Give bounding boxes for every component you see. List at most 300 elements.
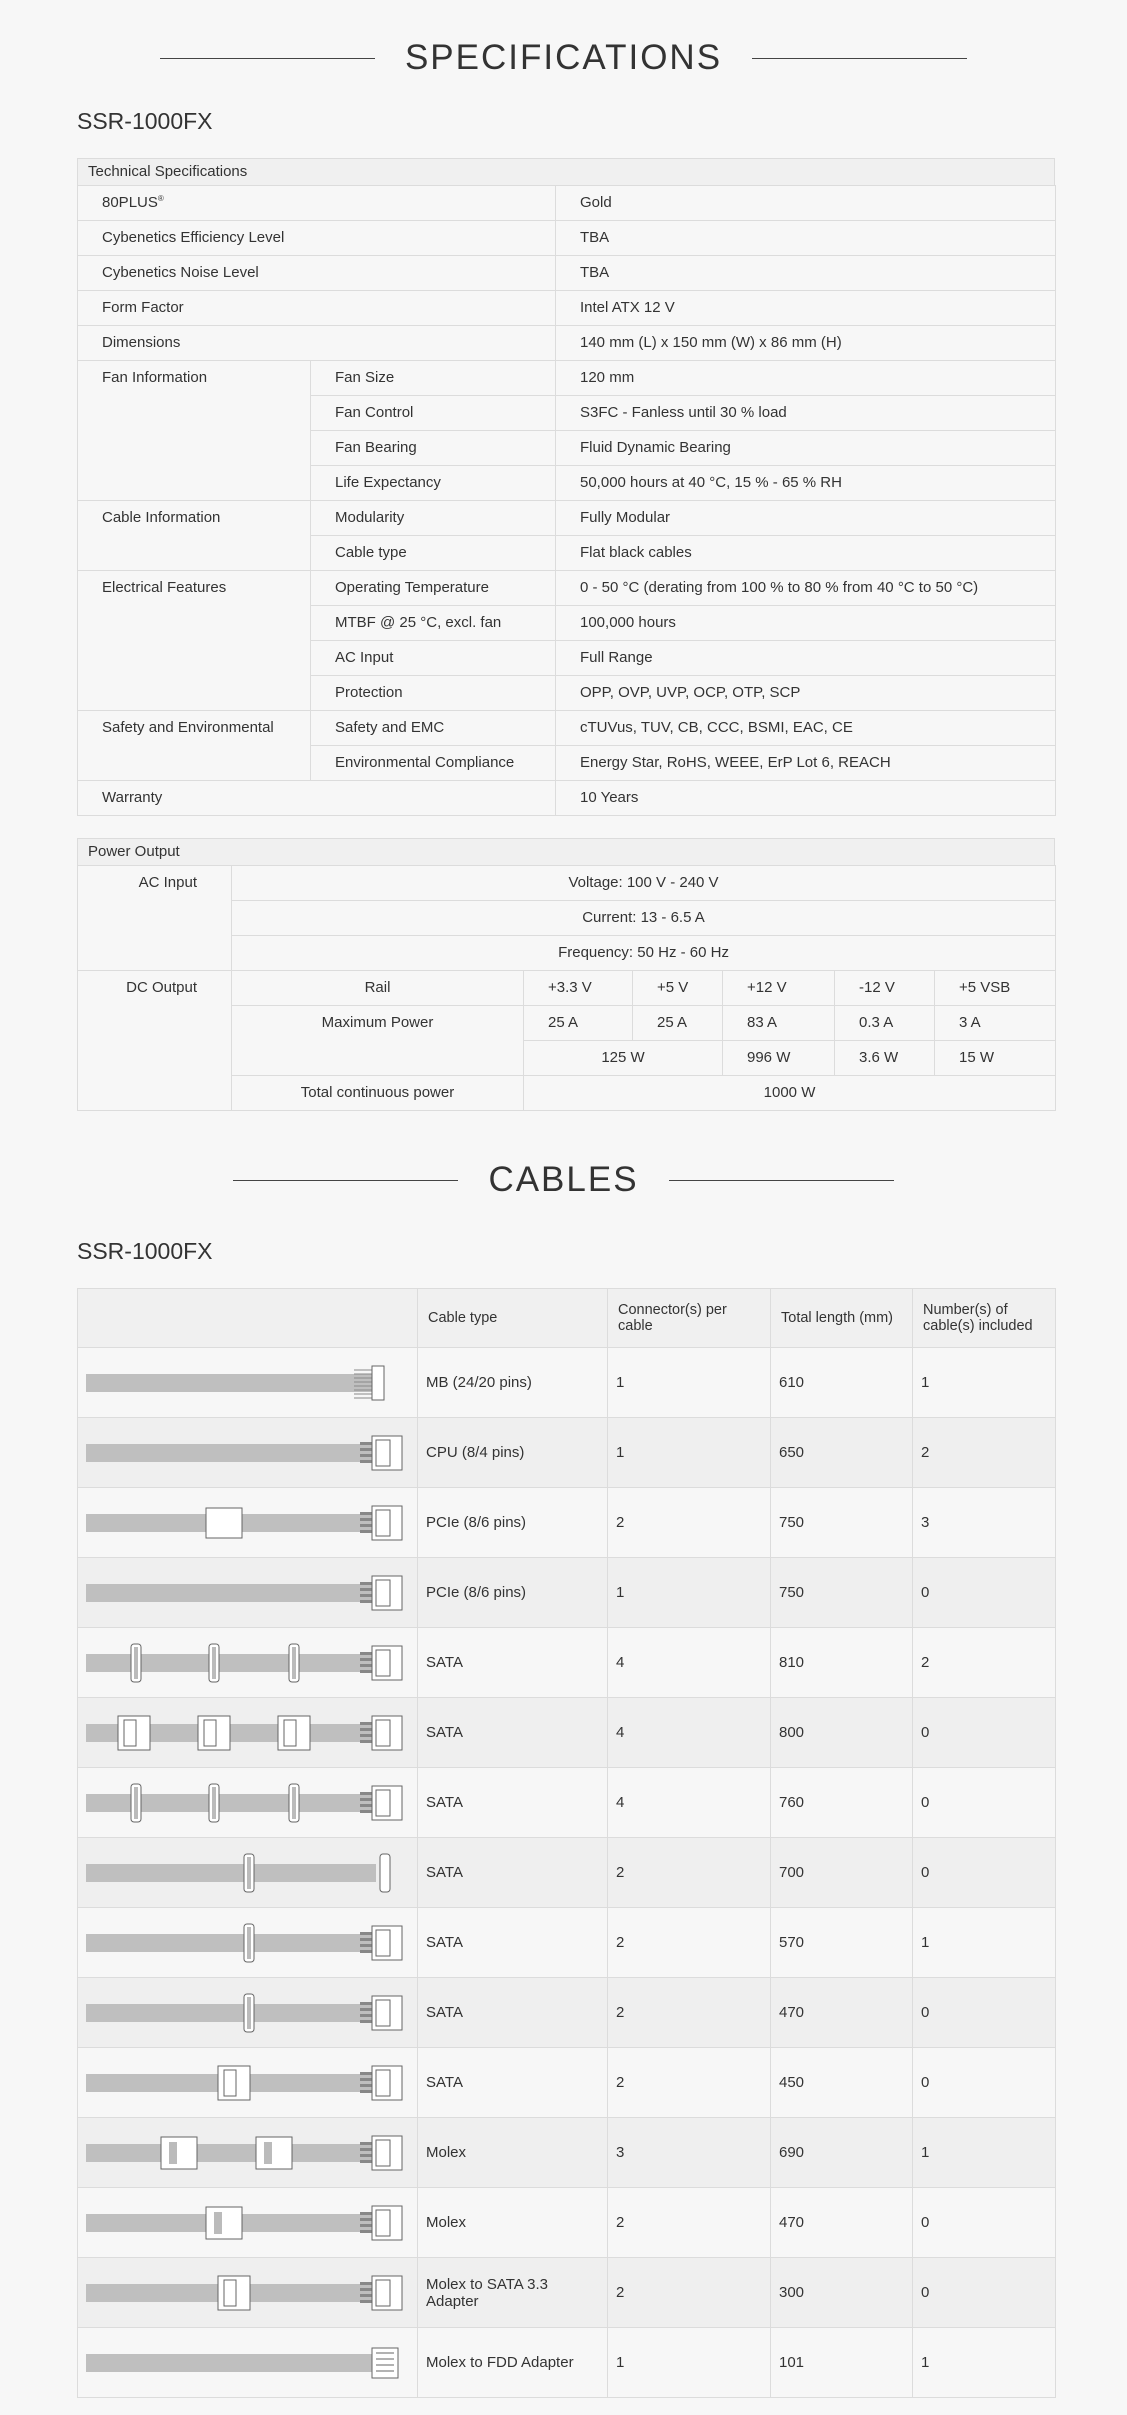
specifications-title: SPECIFICATIONS — [404, 38, 723, 77]
value-dimensions: 140 mm (L) x 150 mm (W) x 86 mm (H) — [556, 326, 1056, 361]
amps-5v: 25 A — [633, 1006, 723, 1041]
value-protection: OPP, OVP, UVP, OCP, OTP, SCP — [556, 676, 1056, 711]
cable-count: 2 — [913, 1418, 1056, 1488]
cable-wire — [86, 1794, 376, 1812]
label-fan-bearing: Fan Bearing — [311, 431, 556, 466]
cable-type: Molex to FDD Adapter — [418, 2328, 608, 2398]
pin-wire — [360, 1524, 372, 1527]
sata-thin-connector — [244, 1854, 254, 1892]
row-rail — [78, 971, 1056, 1006]
connector-inner — [224, 2280, 236, 2306]
cable-row — [78, 1628, 1056, 1698]
cable-type: CPU (8/4 pins) — [418, 1418, 608, 1488]
label-80plus: 80PLUS — [102, 194, 158, 211]
connector-inner — [247, 1927, 251, 1959]
pin-wire — [360, 1722, 372, 1725]
cable-illustration — [84, 1492, 410, 1554]
cable-illustration — [84, 1422, 410, 1484]
cable-type: SATA — [418, 1908, 608, 1978]
connector-inner — [376, 1930, 390, 1956]
cable-type: SATA — [418, 1628, 608, 1698]
pin-wire — [360, 2002, 372, 2005]
watts-12v: 996 W — [723, 1041, 835, 1076]
connector-inner — [212, 1647, 216, 1679]
connector-inner — [134, 1647, 138, 1679]
rail-12v: +12 V — [723, 971, 835, 1006]
value-voltage: Voltage: 100 V - 240 V — [232, 866, 1056, 901]
group-safety-environmental: Safety and Environmental — [78, 711, 311, 781]
technical-specifications-table — [77, 158, 1055, 816]
pin-wire — [360, 1530, 372, 1533]
sata-thin-connector — [131, 1784, 141, 1822]
header-connectors-per-cable: Connector(s) per cable — [608, 1289, 771, 1348]
connector-inner — [376, 2000, 390, 2026]
label-environmental: Environmental Compliance — [311, 746, 556, 781]
cable-image-cell — [78, 1488, 418, 1558]
heading-rule-left — [233, 1180, 458, 1181]
power-output-table — [77, 838, 1055, 1111]
connectors-per-cable: 4 — [608, 1698, 771, 1768]
header-cable-type: Cable type — [418, 1289, 608, 1348]
cable-type: SATA — [418, 1838, 608, 1908]
connectors-per-cable: 2 — [608, 1978, 771, 2048]
label-protection: Protection — [311, 676, 556, 711]
value-warranty: 10 Years — [556, 781, 1056, 816]
connectors-per-cable: 4 — [608, 1768, 771, 1838]
rail-minus12v: -12 V — [835, 971, 935, 1006]
cable-wire — [86, 2354, 376, 2372]
connector-inner — [247, 1857, 251, 1889]
value-fan-bearing: Fluid Dynamic Bearing — [556, 431, 1056, 466]
connector-body — [380, 1854, 390, 1892]
group-fan-information: Fan Information — [78, 361, 311, 501]
watts-minus12v: 3.6 W — [835, 1041, 935, 1076]
sata-box-connector — [218, 2066, 250, 2100]
cable-count: 3 — [913, 1488, 1056, 1558]
row-voltage — [78, 866, 1056, 901]
sata-box-connector — [118, 1716, 150, 1750]
cable-illustration — [84, 2262, 410, 2324]
pin-wire — [360, 1792, 372, 1795]
power-caption: Power Output — [77, 838, 1055, 865]
sata-thin-end-connector — [380, 1854, 390, 1892]
pin-wire — [360, 1594, 372, 1597]
label-cyb-noise: Cybenetics Noise Level — [78, 256, 556, 291]
heading-rule-left — [160, 58, 375, 59]
total-length: 800 — [771, 1698, 913, 1768]
cable-type: Molex to SATA 3.3 Adapter — [418, 2258, 608, 2328]
connector-inner — [204, 1720, 216, 1746]
cable-type: SATA — [418, 2048, 608, 2118]
cable-illustration — [84, 1562, 410, 1624]
group-cable-information: Cable Information — [78, 501, 311, 571]
label-life-expectancy: Life Expectancy — [311, 466, 556, 501]
cable-count: 2 — [913, 1628, 1056, 1698]
cable-row — [78, 1838, 1056, 1908]
pin-wire — [360, 1938, 372, 1941]
fdd-end-connector — [372, 2348, 398, 2378]
cable-image-cell — [78, 2328, 418, 2398]
cable-image-cell — [78, 1768, 418, 1838]
cable-row — [78, 2258, 1056, 2328]
cable-illustration — [84, 1912, 410, 1974]
pin-wire — [360, 2090, 372, 2093]
cable-wire — [86, 1444, 376, 1462]
pin-wire — [360, 1670, 372, 1673]
cable-count: 0 — [913, 1698, 1056, 1768]
pin-wire — [360, 1582, 372, 1585]
cell-80plus-label — [78, 186, 556, 221]
sata-thin-connector — [209, 1784, 219, 1822]
connector-inner — [247, 1997, 251, 2029]
pin-wire — [360, 1442, 372, 1445]
sata-thin-connector — [131, 1644, 141, 1682]
label-fan-control: Fan Control — [311, 396, 556, 431]
pin-wire — [360, 1944, 372, 1947]
cable-count: 0 — [913, 2258, 1056, 2328]
sata-box-connector — [278, 1716, 310, 1750]
pin-wire — [360, 2288, 372, 2291]
cables-heading — [0, 1158, 1127, 1202]
value-mtbf: 100,000 hours — [556, 606, 1056, 641]
pin-wire — [360, 2154, 372, 2157]
value-operating-temperature: 0 - 50 °C (derating from 100 % to 80 % from 40 °C to 50 °C) — [556, 571, 1056, 606]
sata-box-connector — [198, 1716, 230, 1750]
cable-count: 0 — [913, 1558, 1056, 1628]
molex-connector — [256, 2137, 292, 2169]
registered-mark: ® — [157, 194, 164, 203]
amps-12v: 83 A — [723, 1006, 835, 1041]
specifications-heading — [0, 36, 1127, 80]
cables-title: CABLES — [488, 1160, 639, 1199]
cable-illustration — [84, 2122, 410, 2184]
label-ac-input: AC Input — [311, 641, 556, 676]
pin-wire — [360, 1512, 372, 1515]
pin-wire — [360, 1810, 372, 1813]
pin-wire — [360, 2142, 372, 2145]
cables-header-row — [78, 1289, 1056, 1348]
connectors-per-cable: 1 — [608, 1558, 771, 1628]
connector-inner — [376, 2140, 390, 2166]
value-current: Current: 13 - 6.5 A — [232, 901, 1056, 936]
cable-wire — [86, 1654, 376, 1672]
total-length: 450 — [771, 2048, 913, 2118]
cable-wire — [86, 1864, 376, 1882]
pin-wire — [360, 2294, 372, 2297]
cable-row — [78, 2328, 1056, 2398]
pin-wire — [360, 1460, 372, 1463]
pin-wire — [360, 2072, 372, 2075]
spec-model-name: SSR-1000FX — [77, 108, 213, 134]
cable-type: SATA — [418, 1698, 608, 1768]
label-dimensions: Dimensions — [78, 326, 556, 361]
cable-image-cell — [78, 1558, 418, 1628]
cable-row — [78, 1558, 1056, 1628]
value-fan-size: 120 mm — [556, 361, 1056, 396]
pin-wire — [360, 1950, 372, 1953]
cable-row — [78, 1978, 1056, 2048]
pin-wire — [360, 1600, 372, 1603]
connector-inner — [214, 2212, 222, 2234]
total-length: 570 — [771, 1908, 913, 1978]
pcie-mid-connector — [206, 1508, 242, 1538]
total-length: 650 — [771, 1418, 913, 1488]
connector-inner — [134, 1787, 138, 1819]
cable-count: 0 — [913, 1838, 1056, 1908]
label-ac-input-power: AC Input — [78, 866, 232, 971]
cable-wire — [86, 1934, 376, 1952]
connector-body — [256, 2137, 292, 2169]
cable-type: SATA — [418, 1768, 608, 1838]
pin-wire — [360, 2300, 372, 2303]
cable-wire — [86, 2004, 376, 2022]
value-form-factor: Intel ATX 12 V — [556, 291, 1056, 326]
cable-row — [78, 1698, 1056, 1768]
pin-wire — [360, 2084, 372, 2087]
cable-type: PCIe (8/6 pins) — [418, 1488, 608, 1558]
connectors-per-cable: 2 — [608, 2258, 771, 2328]
value-cable-type: Flat black cables — [556, 536, 1056, 571]
pin-wire — [360, 2014, 372, 2017]
connector-inner — [124, 1720, 136, 1746]
amps-5vsb: 3 A — [935, 1006, 1056, 1041]
heading-rule-right — [752, 58, 967, 59]
pin-wire — [360, 1588, 372, 1591]
pin-wire — [360, 2212, 372, 2215]
cable-wire — [86, 2144, 376, 2162]
cable-count: 1 — [913, 1908, 1056, 1978]
label-rail: Rail — [232, 971, 524, 1006]
rail-3v3: +3.3 V — [524, 971, 633, 1006]
cable-image-cell — [78, 2188, 418, 2258]
connector-inner — [264, 2142, 272, 2164]
connector-inner — [376, 1580, 390, 1606]
cable-image-cell — [78, 1908, 418, 1978]
connectors-per-cable: 2 — [608, 1838, 771, 1908]
sata-thin-connector — [244, 1924, 254, 1962]
value-modularity: Fully Modular — [556, 501, 1056, 536]
connector-body — [161, 2137, 197, 2169]
connector-body — [206, 1508, 242, 1538]
connector-body — [206, 2207, 242, 2239]
heading-rule-right — [669, 1180, 894, 1181]
connector-inner — [376, 2210, 390, 2236]
value-cyb-efficiency: TBA — [556, 221, 1056, 256]
connectors-per-cable: 2 — [608, 2188, 771, 2258]
cable-type: MB (24/20 pins) — [418, 1348, 608, 1418]
total-length: 300 — [771, 2258, 913, 2328]
connectors-per-cable: 4 — [608, 1628, 771, 1698]
total-length: 690 — [771, 2118, 913, 2188]
cable-count: 0 — [913, 2188, 1056, 2258]
label-modularity: Modularity — [311, 501, 556, 536]
total-length: 750 — [771, 1488, 913, 1558]
label-form-factor: Form Factor — [78, 291, 556, 326]
pin-wire — [360, 1652, 372, 1655]
value-life-expectancy: 50,000 hours at 40 °C, 15 % - 65 % RH — [556, 466, 1056, 501]
connector-inner — [376, 1440, 390, 1466]
connector-inner — [169, 2142, 177, 2164]
sata-box-connector — [218, 2276, 250, 2310]
cable-row — [78, 2188, 1056, 2258]
amps-minus12v: 0.3 A — [835, 1006, 935, 1041]
cable-image-cell — [78, 1348, 418, 1418]
connectors-per-cable: 1 — [608, 2328, 771, 2398]
row-80plus — [78, 186, 1056, 221]
sata-thin-connector — [209, 1644, 219, 1682]
label-fan-size: Fan Size — [311, 361, 556, 396]
total-length: 101 — [771, 2328, 913, 2398]
pin-wire — [360, 2160, 372, 2163]
connector-inner — [376, 2280, 390, 2306]
cable-image-cell — [78, 1698, 418, 1768]
connector-inner — [212, 1787, 216, 1819]
cable-illustration — [84, 1632, 410, 1694]
tech-caption: Technical Specifications — [77, 158, 1055, 185]
connector-inner — [376, 1510, 390, 1536]
cable-count: 1 — [913, 2118, 1056, 2188]
connector-inner — [292, 1647, 296, 1679]
cable-illustration — [84, 1842, 410, 1904]
connector-body — [372, 1366, 384, 1400]
row-form-factor — [78, 291, 1056, 326]
molex-connector — [206, 2207, 242, 2239]
cable-image-cell — [78, 2118, 418, 2188]
row-fan-size — [78, 361, 1056, 396]
row-cyb-efficiency — [78, 221, 1056, 256]
cable-row — [78, 1768, 1056, 1838]
row-operating-temperature — [78, 571, 1056, 606]
sata-thin-connector — [244, 1994, 254, 2032]
cable-row — [78, 1908, 1056, 1978]
sata-thin-connector — [289, 1644, 299, 1682]
header-image — [78, 1289, 418, 1348]
rail-5v: +5 V — [633, 971, 723, 1006]
cable-wire — [86, 1374, 376, 1392]
total-length: 700 — [771, 1838, 913, 1908]
header-total-length: Total length (mm) — [771, 1289, 913, 1348]
cable-count: 0 — [913, 1768, 1056, 1838]
pin-wire — [360, 1932, 372, 1935]
cable-image-cell — [78, 1838, 418, 1908]
cable-type: Molex — [418, 2188, 608, 2258]
cable-illustration — [84, 2192, 410, 2254]
value-safety-emc: cTUVus, TUV, CB, CCC, BSMI, EAC, CE — [556, 711, 1056, 746]
cable-image-cell — [78, 1978, 418, 2048]
cable-image-cell — [78, 1628, 418, 1698]
label-warranty: Warranty — [78, 781, 556, 816]
cable-illustration — [84, 2052, 410, 2114]
cable-image-cell — [78, 2258, 418, 2328]
total-length: 470 — [771, 2188, 913, 2258]
connectors-per-cable: 2 — [608, 1488, 771, 1558]
value-80plus: Gold — [556, 186, 1056, 221]
cable-row — [78, 1418, 1056, 1488]
total-length: 610 — [771, 1348, 913, 1418]
cable-illustration — [84, 1702, 410, 1764]
label-operating-temperature: Operating Temperature — [311, 571, 556, 606]
value-total-power: 1000 W — [524, 1076, 1056, 1111]
pin-wire — [360, 1740, 372, 1743]
pin-wire — [360, 1664, 372, 1667]
total-length: 760 — [771, 1768, 913, 1838]
pin-wire — [360, 2008, 372, 2011]
connectors-per-cable: 1 — [608, 1418, 771, 1488]
pin-wire — [360, 2224, 372, 2227]
connectors-per-cable: 3 — [608, 2118, 771, 2188]
label-mtbf: MTBF @ 25 °C, excl. fan — [311, 606, 556, 641]
pin-wire — [360, 2218, 372, 2221]
connector-inner — [376, 1650, 390, 1676]
connector-inner — [376, 1790, 390, 1816]
cable-row — [78, 2118, 1056, 2188]
pin-wire — [360, 1454, 372, 1457]
connectors-per-cable: 2 — [608, 2048, 771, 2118]
connector-inner — [376, 1720, 390, 1746]
label-max-power: Maximum Power — [232, 1006, 524, 1076]
connector-inner — [224, 2070, 236, 2096]
cable-illustration — [84, 2332, 410, 2394]
cable-illustration — [84, 1352, 410, 1414]
value-frequency: Frequency: 50 Hz - 60 Hz — [232, 936, 1056, 971]
cable-count: 0 — [913, 2048, 1056, 2118]
cable-count: 1 — [913, 1348, 1056, 1418]
sata-thin-connector — [289, 1784, 299, 1822]
pin-wire — [360, 1734, 372, 1737]
pin-wire — [360, 2282, 372, 2285]
cable-image-cell — [78, 2048, 418, 2118]
connector-inner — [292, 1787, 296, 1819]
pin-wire — [360, 2230, 372, 2233]
amps-3v3: 25 A — [524, 1006, 633, 1041]
cable-count: 0 — [913, 1978, 1056, 2048]
row-warranty — [78, 781, 1056, 816]
pin-wire — [360, 1804, 372, 1807]
connectors-per-cable: 2 — [608, 1908, 771, 1978]
label-cable-type: Cable type — [311, 536, 556, 571]
row-cyb-noise — [78, 256, 1056, 291]
row-modularity — [78, 501, 1056, 536]
cable-image-cell — [78, 1418, 418, 1488]
pin-wire — [360, 2078, 372, 2081]
label-cyb-efficiency: Cybenetics Efficiency Level — [78, 221, 556, 256]
watts-3v3-5v: 125 W — [524, 1041, 723, 1076]
total-length: 810 — [771, 1628, 913, 1698]
pin-wire — [360, 1518, 372, 1521]
cable-row — [78, 1348, 1056, 1418]
group-electrical-features: Electrical Features — [78, 571, 311, 711]
connector-inner — [284, 1720, 296, 1746]
pin-wire — [360, 1798, 372, 1801]
cable-illustration — [84, 1772, 410, 1834]
connector-inner — [376, 2070, 390, 2096]
rail-5vsb: +5 VSB — [935, 971, 1056, 1006]
label-total-power: Total continuous power — [232, 1076, 524, 1111]
cable-illustration — [84, 1982, 410, 2044]
value-environmental: Energy Star, RoHS, WEEE, ErP Lot 6, REACH — [556, 746, 1056, 781]
cable-count: 1 — [913, 2328, 1056, 2398]
label-dc-output: DC Output — [78, 971, 232, 1111]
total-length: 750 — [771, 1558, 913, 1628]
cable-type: Molex — [418, 2118, 608, 2188]
total-length: 470 — [771, 1978, 913, 2048]
value-ac-input: Full Range — [556, 641, 1056, 676]
pin-wire — [360, 1728, 372, 1731]
cable-row — [78, 2048, 1056, 2118]
value-cyb-noise: TBA — [556, 256, 1056, 291]
connectors-per-cable: 1 — [608, 1348, 771, 1418]
row-safety-emc — [78, 711, 1056, 746]
